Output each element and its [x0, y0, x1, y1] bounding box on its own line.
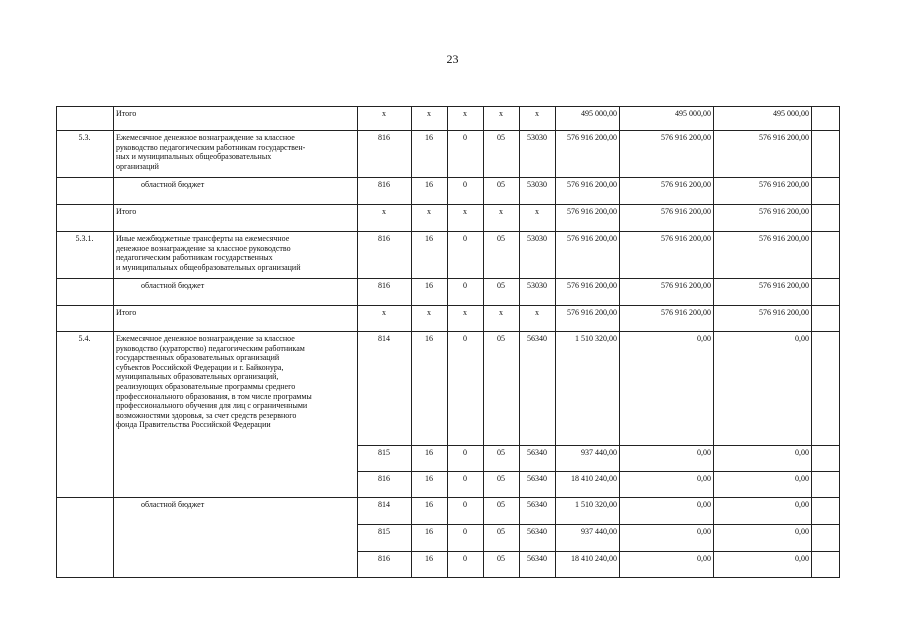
- amount-cell: 576 916 200,00: [661, 308, 711, 317]
- code-cell: 56340: [527, 334, 547, 343]
- amount-cell: 576 916 200,00: [661, 180, 711, 189]
- row-description: Итого: [116, 308, 137, 317]
- budget-table: [56, 106, 840, 578]
- code-cell: 16: [425, 448, 433, 457]
- code-cell: х: [535, 308, 539, 317]
- amount-cell: 576 916 200,00: [759, 133, 809, 142]
- row-description: Итого: [116, 109, 137, 118]
- grid-hline: [357, 551, 840, 552]
- code-cell: 16: [425, 180, 433, 189]
- amount-cell: 576 916 200,00: [661, 281, 711, 290]
- grid-hline: [56, 130, 840, 131]
- code-cell: 0: [463, 234, 467, 243]
- code-cell: 0: [463, 474, 467, 483]
- code-cell: 816: [378, 281, 390, 290]
- grid-hline: [56, 231, 840, 232]
- code-cell: 56340: [527, 527, 547, 536]
- code-cell: х: [382, 109, 386, 118]
- amount-cell: 0,00: [795, 554, 809, 563]
- code-cell: 816: [378, 234, 390, 243]
- code-cell: 56340: [527, 554, 547, 563]
- code-cell: 814: [378, 500, 390, 509]
- grid-hline: [357, 445, 840, 446]
- amount-cell: 0,00: [795, 474, 809, 483]
- amount-cell: 576 916 200,00: [567, 180, 617, 189]
- amount-cell: 0,00: [795, 500, 809, 509]
- row-number: 5.3.1.: [75, 234, 94, 243]
- code-cell: 816: [378, 133, 390, 142]
- code-cell: х: [463, 308, 467, 317]
- code-cell: 815: [378, 448, 390, 457]
- code-cell: х: [427, 207, 431, 216]
- code-cell: 56340: [527, 474, 547, 483]
- code-cell: 0: [463, 554, 467, 563]
- code-cell: 16: [425, 554, 433, 563]
- amount-cell: 0,00: [697, 500, 711, 509]
- code-cell: 53030: [527, 133, 547, 142]
- code-cell: х: [535, 207, 539, 216]
- grid-hline: [56, 177, 840, 178]
- code-cell: 05: [497, 527, 505, 536]
- amount-cell: 1 510 320,00: [575, 334, 617, 343]
- row-number: 5.3.: [78, 133, 91, 142]
- amount-cell: 576 916 200,00: [759, 281, 809, 290]
- amount-cell: 0,00: [795, 527, 809, 536]
- grid-hline: [56, 278, 840, 279]
- grid-hline: [357, 471, 840, 472]
- code-cell: 05: [497, 133, 505, 142]
- code-cell: 0: [463, 527, 467, 536]
- code-cell: х: [499, 207, 503, 216]
- code-cell: х: [382, 308, 386, 317]
- amount-cell: 0,00: [697, 474, 711, 483]
- budget-source-label: областной бюджет: [141, 180, 205, 189]
- amount-cell: 576 916 200,00: [759, 234, 809, 243]
- code-cell: 816: [378, 180, 390, 189]
- code-cell: 16: [425, 500, 433, 509]
- code-cell: х: [427, 109, 431, 118]
- row-description: Ежемесячное денежное вознаграждение за классное руководство педагогическим работникам государствен- ных и муниципальных общеобразовательных организаций: [116, 133, 306, 171]
- code-cell: 05: [497, 281, 505, 290]
- amount-cell: 18 410 240,00: [571, 474, 617, 483]
- code-cell: 05: [497, 474, 505, 483]
- row-description: Иные межбюджетные трансферты на ежемесячное денежное вознаграждение за классное руководство педагогическим работникам государственных и муниципальных общеобразовательных организаций: [116, 234, 301, 272]
- code-cell: 16: [425, 474, 433, 483]
- amount-cell: 0,00: [697, 334, 711, 343]
- amount-cell: 937 440,00: [581, 527, 617, 536]
- amount-cell: 576 916 200,00: [567, 133, 617, 142]
- code-cell: 814: [378, 334, 390, 343]
- amount-cell: 576 916 200,00: [567, 207, 617, 216]
- budget-source-label: областной бюджет: [141, 281, 205, 290]
- code-cell: х: [382, 207, 386, 216]
- code-cell: 05: [497, 554, 505, 563]
- code-cell: 05: [497, 180, 505, 189]
- budget-source-label: областной бюджет: [141, 500, 205, 509]
- amount-cell: 576 916 200,00: [567, 234, 617, 243]
- code-cell: 05: [497, 500, 505, 509]
- amount-cell: 576 916 200,00: [661, 133, 711, 142]
- code-cell: 815: [378, 527, 390, 536]
- grid-hline: [56, 204, 840, 205]
- code-cell: 816: [378, 554, 390, 563]
- code-cell: 16: [425, 234, 433, 243]
- amount-cell: 576 916 200,00: [661, 234, 711, 243]
- row-description: Ежемесячное денежное вознаграждение за классное руководство (кураторство) педагогическим работникам государственных образовательных организаций субъектов Российской Федерации и г. Байконура, муниципальных образовательных организаций, реализующих образовательные программы среднего профессионального образования, в том числе программы профессионального обучения для лиц с ограниченными возможностями здоровья, за счет средств резервного фонда Правительства Российской Федерации: [116, 334, 312, 430]
- code-cell: 0: [463, 133, 467, 142]
- amount-cell: 0,00: [795, 334, 809, 343]
- amount-cell: 495 000,00: [675, 109, 711, 118]
- amount-cell: 0,00: [697, 554, 711, 563]
- code-cell: 0: [463, 281, 467, 290]
- code-cell: х: [499, 109, 503, 118]
- code-cell: 53030: [527, 234, 547, 243]
- code-cell: 56340: [527, 500, 547, 509]
- code-cell: х: [535, 109, 539, 118]
- amount-cell: 18 410 240,00: [571, 554, 617, 563]
- code-cell: х: [499, 308, 503, 317]
- amount-cell: 576 916 200,00: [759, 180, 809, 189]
- grid-hline: [56, 497, 840, 498]
- code-cell: 05: [497, 334, 505, 343]
- amount-cell: 576 916 200,00: [759, 308, 809, 317]
- code-cell: 16: [425, 527, 433, 536]
- code-cell: х: [427, 308, 431, 317]
- code-cell: 53030: [527, 281, 547, 290]
- code-cell: 53030: [527, 180, 547, 189]
- code-cell: 16: [425, 334, 433, 343]
- code-cell: 56340: [527, 448, 547, 457]
- amount-cell: 495 000,00: [581, 109, 617, 118]
- code-cell: 05: [497, 234, 505, 243]
- amount-cell: 576 916 200,00: [759, 207, 809, 216]
- amount-cell: 0,00: [795, 448, 809, 457]
- row-description: Итого: [116, 207, 137, 216]
- amount-cell: 0,00: [697, 527, 711, 536]
- code-cell: 05: [497, 448, 505, 457]
- amount-cell: 937 440,00: [581, 448, 617, 457]
- amount-cell: 1 510 320,00: [575, 500, 617, 509]
- amount-cell: 576 916 200,00: [567, 281, 617, 290]
- grid-hline: [357, 524, 840, 525]
- amount-cell: 576 916 200,00: [661, 207, 711, 216]
- code-cell: 0: [463, 180, 467, 189]
- row-number: 5.4.: [78, 334, 91, 343]
- code-cell: 816: [378, 474, 390, 483]
- grid-hline: [56, 305, 840, 306]
- code-cell: 0: [463, 500, 467, 509]
- code-cell: х: [463, 109, 467, 118]
- amount-cell: 576 916 200,00: [567, 308, 617, 317]
- grid-hline: [56, 331, 840, 332]
- amount-cell: 0,00: [697, 448, 711, 457]
- code-cell: 0: [463, 448, 467, 457]
- amount-cell: 495 000,00: [773, 109, 809, 118]
- code-cell: 0: [463, 334, 467, 343]
- code-cell: х: [463, 207, 467, 216]
- code-cell: 16: [425, 281, 433, 290]
- page-number: 23: [446, 52, 459, 66]
- code-cell: 16: [425, 133, 433, 142]
